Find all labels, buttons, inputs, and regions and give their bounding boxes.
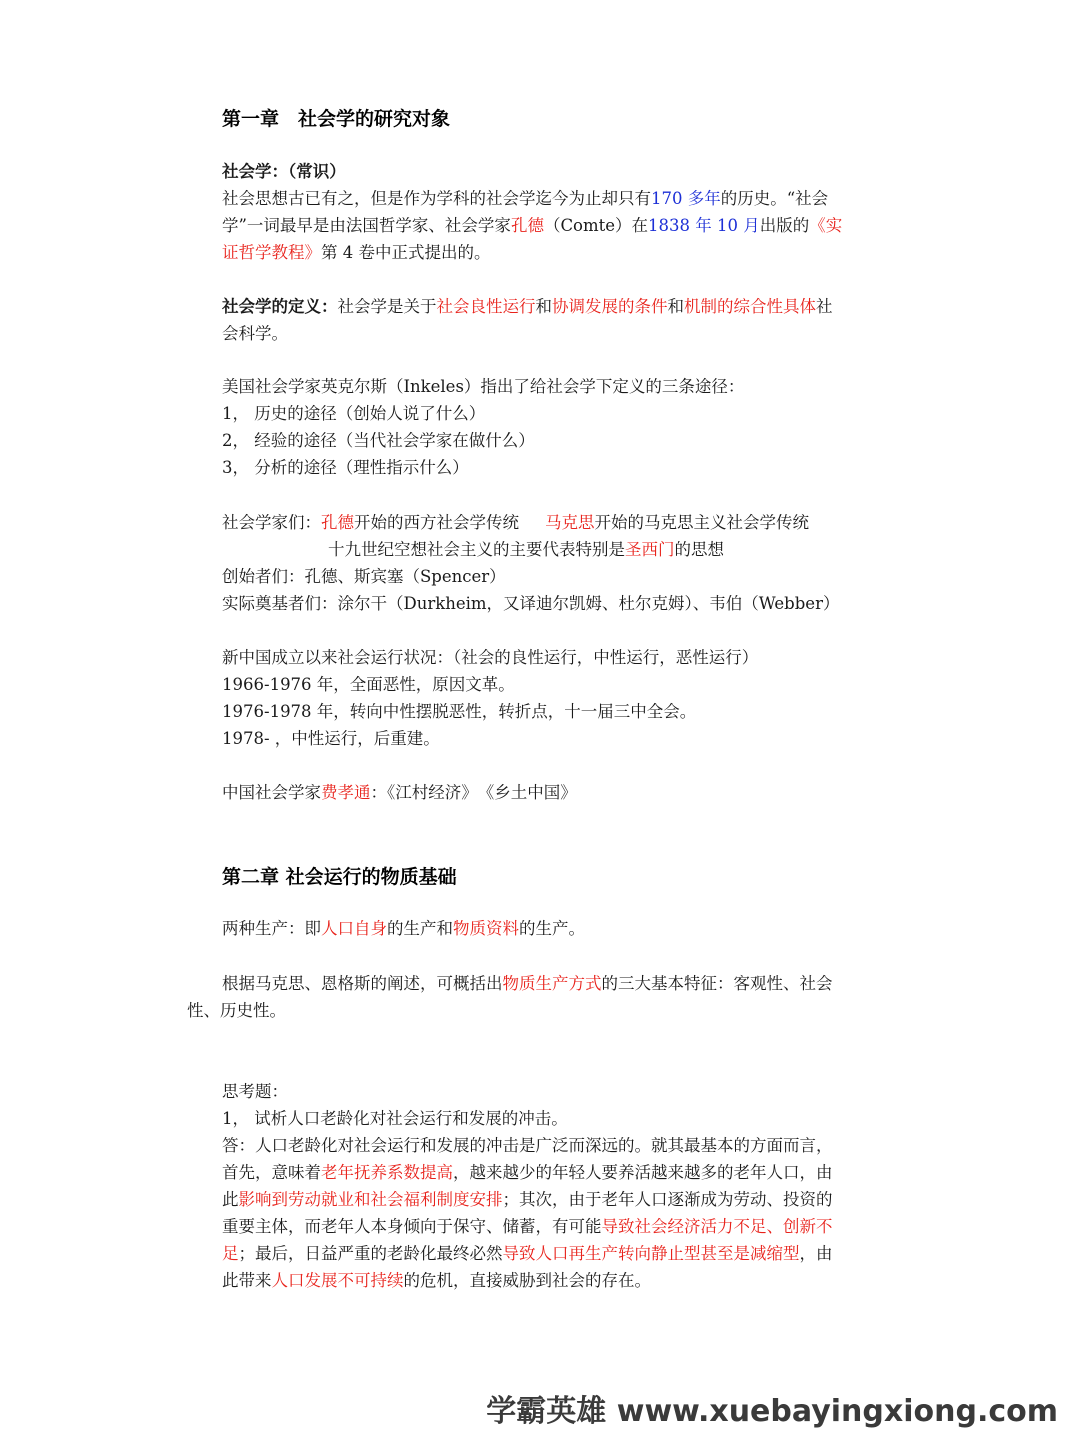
highlight-red: 圣西门 xyxy=(625,540,675,559)
sociologists-label: 社会学家们： xyxy=(222,513,321,532)
highlight-red: 足 xyxy=(222,1244,239,1263)
new-china-period-3: 1978- ，中性运行，后重建。 xyxy=(222,729,440,748)
answer-text: ，由 xyxy=(799,1244,833,1263)
answer-text: ，越来越少的年轻人要养活越来越多的老年人口，由 xyxy=(453,1163,833,1182)
answer-line-2 xyxy=(222,1159,833,1186)
marx-features-line-2: 性、历史性。 xyxy=(187,1001,286,1020)
highlight-red: 人口发展不可持续 xyxy=(271,1271,404,1290)
list-text: 经验的途径（当代社会学家在做什么） xyxy=(254,431,535,450)
question-line xyxy=(222,1105,568,1132)
definition-text: 和 xyxy=(535,297,552,316)
highlight-red: 证哲学教程》 xyxy=(222,243,321,262)
fei-xiaotong-line xyxy=(222,779,577,806)
answer-line-4 xyxy=(222,1213,833,1240)
list-item xyxy=(222,400,485,427)
think-label: 思考题： xyxy=(222,1082,288,1101)
features-text: 根据马克思、恩格斯的阐述，可概括出 xyxy=(222,974,503,993)
definition-label: 社会学的定义： xyxy=(222,297,338,316)
answer-text: ；其次，由于老年人口逐渐成为劳动、投资的 xyxy=(502,1190,833,1209)
production-text: 的生产。 xyxy=(519,919,585,938)
new-china-intro: 新中国成立以来社会运行状况：（社会的良性运行，中性运行，恶性运行） xyxy=(222,648,759,667)
highlight-red: 社会良性运行 xyxy=(436,297,536,316)
intro-text: 学”一词最早是由法国哲学家、社会学家 xyxy=(222,216,511,235)
list-number: 3， xyxy=(222,458,249,477)
two-productions-line xyxy=(222,915,585,942)
tradition-text: 开始的西方社会学传统 xyxy=(354,513,519,532)
highlight-red: 机制的综合性具体 xyxy=(684,297,816,316)
list-text: 分析的途径（理性指示什么） xyxy=(254,458,469,477)
utopian-text: 十九世纪空想社会主义的主要代表特别是 xyxy=(328,540,625,559)
intro-text: 的历史。“社会 xyxy=(720,189,829,208)
marx-features-line-1 xyxy=(222,970,833,997)
intro-text: （Comte）在 xyxy=(543,216,649,235)
highlight-red: 马克思 xyxy=(545,513,595,532)
answer-text: 此 xyxy=(222,1190,239,1209)
new-china-period-1: 1966-1976 年，全面恶性，原因文革。 xyxy=(222,675,515,694)
answer-text: 的危机，直接威胁到社会的存在。 xyxy=(403,1271,651,1290)
highlight-red: 物质生产方式 xyxy=(502,974,602,993)
list-item xyxy=(222,427,535,454)
highlight-red: 人口自身 xyxy=(321,919,387,938)
intro-line-3 xyxy=(222,239,491,266)
intro-line-1 xyxy=(222,185,828,212)
list-text: 历史的途径（创始人说了什么） xyxy=(254,404,486,423)
chapter-1-title: 第一章 社会学的研究对象 xyxy=(222,108,451,130)
highlight-red: 《实 xyxy=(809,216,843,235)
new-china-period-2: 1976-1978 年，转向中性摆脱恶性，转折点，十一届三中全会。 xyxy=(222,702,697,721)
answer-text: ；最后，日益严重的老龄化最终必然 xyxy=(238,1244,503,1263)
highlight-red: 老年抚养系数提高 xyxy=(321,1163,453,1182)
utopian-line xyxy=(328,536,724,563)
tradition-text: 开始的马克思主义社会学传统 xyxy=(594,513,809,532)
sociologists-line xyxy=(222,509,809,536)
answer-text: 此带来 xyxy=(222,1271,272,1290)
list-number: 2， xyxy=(222,431,249,450)
intro-text: 出版的 xyxy=(759,216,810,235)
highlight-red: 物质资料 xyxy=(453,919,519,938)
intro-text: 第 4 卷中正式提出的。 xyxy=(321,243,491,262)
answer-line-5 xyxy=(222,1240,833,1267)
highlight-red: 导致社会经济活力不足、创新不 xyxy=(601,1217,833,1236)
answer-line-1: 答：人口老龄化对社会运行和发展的冲击是广泛而深远的。就其最基本的方面而言， xyxy=(222,1136,833,1155)
highlight-blue: 170 多年 xyxy=(651,189,721,208)
fei-text: ：《江村经济》 《乡土中国》 xyxy=(370,783,577,802)
intro-text: 社会思想古已有之，但是作为学科的社会学迄今为止却只有 xyxy=(222,189,651,208)
definition-text: 和 xyxy=(667,297,684,316)
chapter-2-title: 第二章 社会运行的物质基础 xyxy=(222,866,457,888)
list-number: 1， xyxy=(222,404,249,423)
highlight-red: 导致人口再生产转向静止型甚至是减缩型 xyxy=(502,1244,800,1263)
intro-line-2 xyxy=(222,212,842,239)
utopian-text: 的思想 xyxy=(674,540,724,559)
question-text: 试析人口老龄化对社会运行和发展的冲击。 xyxy=(254,1109,568,1128)
production-text: 两种生产：即 xyxy=(222,919,321,938)
definition-text: 社 xyxy=(816,297,833,316)
list-item xyxy=(222,454,469,481)
production-text: 的生产和 xyxy=(387,919,453,938)
founders-line: 创始者们：孔德、斯宾塞（Spencer） xyxy=(222,567,506,586)
highlight-red: 孔德 xyxy=(510,216,544,235)
question-number: 1， xyxy=(222,1109,249,1128)
answer-line-3 xyxy=(222,1186,833,1213)
highlight-red: 协调发展的条件 xyxy=(552,297,668,316)
highlight-red: 影响到劳动就业和社会福利制度安排 xyxy=(238,1190,503,1209)
inkeles-intro: 美国社会学家英克尔斯（Inkeles）指出了给社会学下定义的三条途径： xyxy=(222,377,745,396)
answer-text: 首先，意味着 xyxy=(222,1163,321,1182)
definition-text: 社会学是关于 xyxy=(337,297,437,316)
fei-text: 中国社会学家 xyxy=(222,783,321,802)
definition-line-2: 会科学。 xyxy=(222,324,288,343)
definition-line-1 xyxy=(222,293,833,320)
highlight-blue: 1838 年 10 月 xyxy=(648,216,760,235)
common-knowledge-label: 社会学：（常识） xyxy=(222,162,346,181)
highlight-red: 费孝通 xyxy=(321,783,371,802)
answer-text: 重要主体，而老年人本身倾向于保守、储蓄，有可能 xyxy=(222,1217,602,1236)
answer-line-6 xyxy=(222,1267,651,1294)
highlight-red: 孔德 xyxy=(321,513,354,532)
features-text: 的三大基本特征：客观性、社会 xyxy=(601,974,833,993)
cornerstones-line: 实际奠基者们：涂尔干（Durkheim，又译迪尔凯姆、杜尔克姆）、韦伯（Webber） xyxy=(222,594,840,613)
watermark: 学霸英雄 www.xuebayingxiong.com xyxy=(486,1394,1058,1429)
